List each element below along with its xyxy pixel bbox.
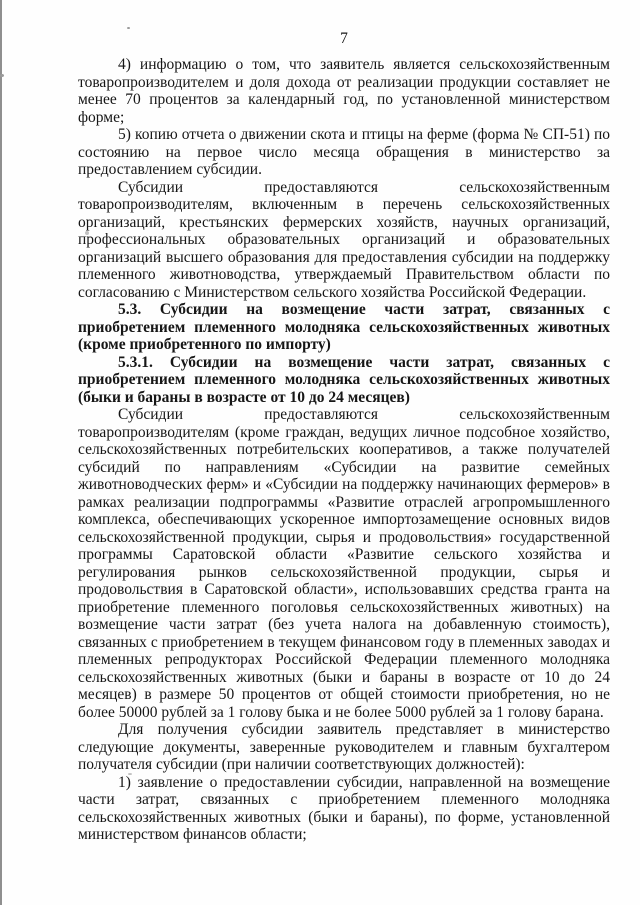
paragraph-4: 5.3. Субсидии на возмещение части затрат, связанных с приобретением племенного молодняка сельскохозяйственных животных (кроме приобретенного по импорту)	[78, 301, 610, 353]
scan-edge-strip	[0, 0, 2, 905]
paragraph-5: 5.3.1. Субсидии на возмещение части затрат, связанных с приобретением племенного молодняка сельскохозяйственных животных (быки и бараны в возрасте от 10 до 24 месяцев)	[78, 353, 610, 406]
paragraph-7: Для получения субсидии заявитель представляет в министерство следующие документы, заверенные руководителем и главным бухгалтером получателя субсидии (при наличии соответствующих должностей):	[78, 721, 610, 773]
paragraph-1: 4) информацию о том, что заявитель является сельскохозяйственным товаропроизводителем и доля дохода от реализации продукции составляет не менее 70 процентов за календарный год, по установленной министерством форме;	[78, 56, 610, 126]
page-number: 7	[340, 30, 348, 47]
scan-speck	[0, 74, 4, 77]
scan-speck	[127, 27, 130, 29]
paragraph-8: 1) заявление о предоставлении субсидии, направленной на возмещение части затрат, связанных с приобретением племенного молодняка сельскохозяйственных животных (быки и бараны), по форме, установленной министерством финансов области;	[78, 773, 610, 843]
paragraph-2: 5) копию отчета о движении скота и птицы на ферме (форма № СП-51) по состоянию на первое число месяца обращения в министерство за предоставлением субсидии.	[78, 126, 610, 178]
paragraph-3: Субсидии предоставляются сельскохозяйственным товаропроизводителям, включенным в перечень сельскохозяйственных организаций, крестьянских фермерских хозяйств, научных организаций, профессиональных образовательных организаций и образовательных организаций высшего образования для предоставления субсидии на поддержку племенного животноводства, утверждаемый Правительством области по согласованию с Министерством сельского хозяйства Российской Федерации.	[78, 178, 610, 301]
document-body	[78, 56, 610, 844]
paragraph-6: Субсидии предоставляются сельскохозяйственным товаропроизводителям (кроме граждан, ведущих личное подсобное хозяйство, сельскохозяйственных потребительских кооперативов, а также получателей субсидий по направлениям «Субсидии на развитие семейных животноводческих ферм» и «Субсидии на поддержку начинающих фермеров» в рамках реализации подпрограммы «Развитие отраслей агропромышленного комплекса, обеспечивающих ускоренное импортозамещение основных видов сельскохозяйственной продукции, сырья и продовольствия» государственной программы Саратовской области «Развитие сельского хозяйства и регулирования рынков сельскохозяйственной продукции, сырья и продовольствия в Саратовской области», использовавших средства гранта на приобретение племенного поголовья сельскохозяйственных животных) на возмещение части затрат (без учета налога на добавленную стоимость), связанных с приобретением в текущем финансовом году в племенных заводах и племенных репродукторах Российской Федерации племенного молодняка сельскохозяйственных животных (быки и бараны в возрасте от 10 до 24 месяцев) в размере 50 процентов от общей стоимости приобретения, но не более 50000 рублей за 1 голову быка и не более 5000 рублей за 1 голову барана.	[78, 406, 610, 721]
